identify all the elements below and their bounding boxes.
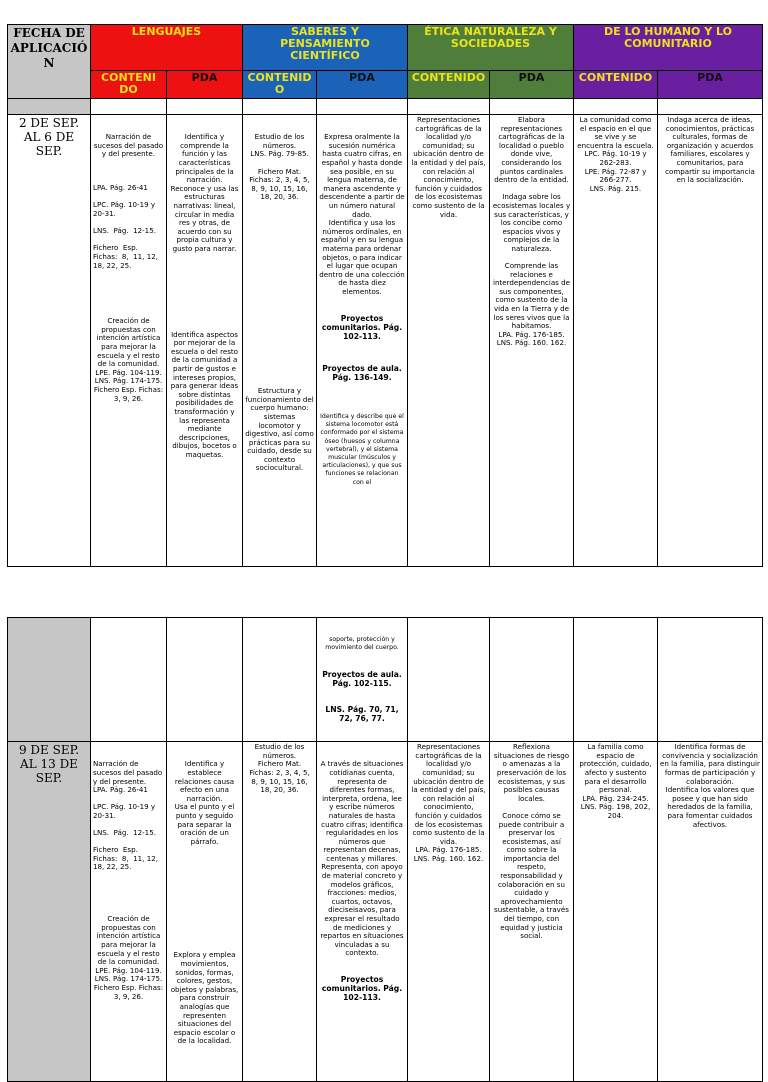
date-cell: 9 DE SEP. AL 13 DE SEP. (8, 742, 91, 1082)
pda-causa-efecto: Identifica y establece relaciones causa efecto en una narración. Usa el punto y el punto y seguido para separar la oración de un párrafo. (174, 759, 235, 846)
pda-narracion: Identifica y comprende la función y las características principales de la narración. Reconoce y usa las estructuras narrativas: lineal, circular in media res y otras, de acuerdo con su propia cultura y gusto para narrar. (170, 132, 239, 253)
etica-contenido: Representaciones cartográficas de la localidad y/o comunidad; su ubicación dentro de la entidad y del país, con relación al conocimiento, función y cuidados de los ecosistemas como sustento de la vida. (408, 115, 490, 567)
contenido-narracion: Narración de sucesos del pasado y del presente. LPA. Pág. 26-41 LPC. Pág. 10-19 y 20-31. LNS. Pág. 12-15. Fichero Esp. Fichas: 8, 11, 12, 18, 22, 25. (93, 759, 163, 872)
carryover-cell (317, 618, 408, 742)
subheader-contenido: CONTENIDO (574, 71, 658, 99)
etica-contenido: Representaciones cartográficas de la localidad y/o comunidad; su ubicación dentro de la entidad y del país, con relación al conocimiento, función y cuidados de los ecosistemas como sustento de la vida. LPA. Pág. 176-185. LNS. Pág. 160. 162. (408, 742, 490, 1082)
humano-contenido: La familia como espacio de protección, cuidado, afecto y sustento para el desarrollo personal. LPA. Pág. 234-245. LNS. Pág. 198, 202, 204. (574, 742, 658, 1082)
contenido-numeros: Estudio de los números. LNS. Pág. 79-85. Fichero Mat. Fichas: 2, 3, 4, 5, 8, 9, 10, 15, 16, 18, 20, 36. (249, 132, 310, 202)
subheader-pda: PDA (317, 71, 408, 99)
contenido-creacion: Creación de propuestas con intención artística para mejorar la escuela y el resto de la comunidad. LPE. Pág. 104-119. LNS. Pág. 174-175. Fichero Esp. Fichas: 3, 9, 26. (93, 316, 164, 403)
pda-locomotor: Identifica y describe que el sistema locomotor está conformado por el sistema óseo (huesos y columna vertebral), y el sistema muscular (músculos y articulaciones), y que sus funciones se relacionan con el (320, 413, 406, 486)
header-humano: DE LO HUMANO Y LO COMUNITARIO (574, 25, 763, 71)
subheader-contenido: CONTENI DO (91, 71, 167, 99)
header-fecha: FECHA DE APLICACIÓ N (8, 25, 91, 99)
saberes-contenido: Estudio de los números. Fichero Mat. Fichas: 2, 3, 4, 5, 8, 9, 10, 15, 16, 18, 20, 36. (243, 742, 317, 1082)
etica-pda: Elabora representaciones cartográficas de la localidad o pueblo donde vive, considerando los puntos cardinales dentro de la entidad. Indaga sobre los ecosistemas locales y sus características, y los concibe como espacios vivos y complejos de la naturaleza. Comprende las relaciones e interdependencias de sus componentes, como sustento de la vida en la Tierra y de los seres vivos que la habitamos. LPA. Pág. 176-185. LNS. Pág. 160. 162. (490, 115, 574, 567)
contenido-narracion: Narración de sucesos del pasado y del presente. (93, 132, 166, 159)
saberes-pda (317, 742, 408, 1082)
saberes-pda (317, 115, 408, 567)
date-cell: 2 DE SEP. AL 6 DE SEP. (8, 115, 91, 567)
pda-numeros: Expresa oralmente la sucesión numérica hasta cuatro cifras, en español y hasta donde sea posible, en su lengua materna, de manera ascendente y descendente a partir de un número natural dado. Identifica y usa los números ordinales, en español y en su lengua materna para ordenar objetos, o para indicar el lugar que ocupan dentro de una colección de hasta diez elementos. (319, 132, 405, 296)
header-etica: ÉTICA NATURALEZA Y SOCIEDADES (408, 25, 574, 71)
pda-proyectos-comunitarios: Proyectos comunitarios. Pág. 102-113. (321, 975, 405, 1003)
lenguajes-pda (167, 115, 243, 567)
contenido-references: LPA. Pág. 26-41 LPC. Pág. 10-19 y 20-31. LNS. Pág. 12-15. Fichero Esp. Fichas: 8, 11, 12, 18, 22, 25. (93, 183, 158, 270)
carryover-proyectos-aula: Proyectos de aula. Pág. 102-115. (322, 669, 405, 688)
lenguajes-pda (167, 742, 243, 1082)
pda-aspectos: Identifica aspectos por mejorar de la escuela o del resto de la comunidad a partir de gustos e intereses propios, para generar ideas sobre distintas posibilidades de transformación y las representa mediante descripciones, dibujos, bocetos o maquetas. (170, 329, 241, 459)
lenguajes-contenido (91, 742, 167, 1082)
contenido-cuerpo: Estructura y funcionamiento del cuerpo humano: sistemas locomotor y digestivo, así como prácticas para su cuidado, desde su contexto sociocultural. (245, 386, 317, 473)
humano-pda: Identifica formas de convivencia y socialización en la familia, para distinguir formas de participación y colaboración. Identifica los valores que posee y que han sido heredados de la familia, para fomentar cuidados afectivos. (658, 742, 763, 1082)
etica-pda: Reflexiona situaciones de riesgo o amenazas a la preservación de los ecosistemas, y sus posibles causas locales. Conoce cómo se puede contribuir a preservar los ecosistemas, así como sobre la importancia del respeto, responsabilidad y colaboración en su cuidado y aprovechamiento sustentable, a través del tiempo, con equidad y justicia social. (490, 742, 574, 1082)
subheader-contenido: CONTENIDO (408, 71, 490, 99)
pda-proyectos-aula: Proyectos de aula. Pág. 136-149. (322, 363, 405, 382)
carryover-soporte: soporte, protección y movimiento del cuerpo. (325, 636, 399, 652)
header-lenguajes: LENGUAJES (91, 25, 243, 71)
planning-table-week1 (7, 24, 763, 567)
subheader-contenido: CONTENID O (243, 71, 317, 99)
pda-movimientos: Explora y emplea movimientos, sonidos, formas, colores, gestos, objetos y palabras, para construir analogías que representen situaciones del espacio escolar o de la localidad. (170, 950, 241, 1046)
contenido-creacion: Creación de propuestas con intención artística para mejorar la escuela y el resto de la comunidad. LPE. Pág. 104-119. LNS. Pág. 174-175. Fichero Esp. Fichas: 3, 9, 26. (93, 914, 164, 1001)
pda-proyectos-comunitarios: Proyectos comunitarios. Pág. 102-113. (321, 313, 405, 341)
subheader-pda: PDA (490, 71, 574, 99)
planning-table-week2 (7, 617, 763, 1082)
subheader-pda: PDA (167, 71, 243, 99)
subheader-pda: PDA (658, 71, 763, 99)
saberes-contenido (243, 115, 317, 567)
pda-situaciones: A través de situaciones cotidianas cuenta, representa de diferentes formas, interpreta, ordena, lee y escribe números naturales de hasta cuatro cifras; identifica regularidades en los números que representan decenas, centenas y millares. Representa, con apoyo de material concreto y modelos gráficos, fracciones: medios, cuartos, octavos, dieciseisavos, para expresar el resultado de mediciones y repartos en situaciones vinculadas a su contexto. (320, 759, 404, 958)
carryover-lns: LNS. Pág. 70, 71, 72, 76, 77. (325, 704, 402, 723)
header-saberes: SABERES Y PENSAMIENTO CIENTÍFICO (243, 25, 408, 71)
humano-pda: Indaga acerca de ideas, conocimientos, prácticas culturales, formas de organización y acuerdos familiares, escolares y comunitarios, para compartir su importancia en la socialización. (658, 115, 763, 567)
humano-contenido: La comunidad como el espacio en el que se vive y se encuentra la escuela. LPC. Pág. 10-19 y 262-283. LPE. Pág. 72-87 y 266-277. LNS. Pág. 215. (574, 115, 658, 567)
lenguajes-contenido (91, 115, 167, 567)
